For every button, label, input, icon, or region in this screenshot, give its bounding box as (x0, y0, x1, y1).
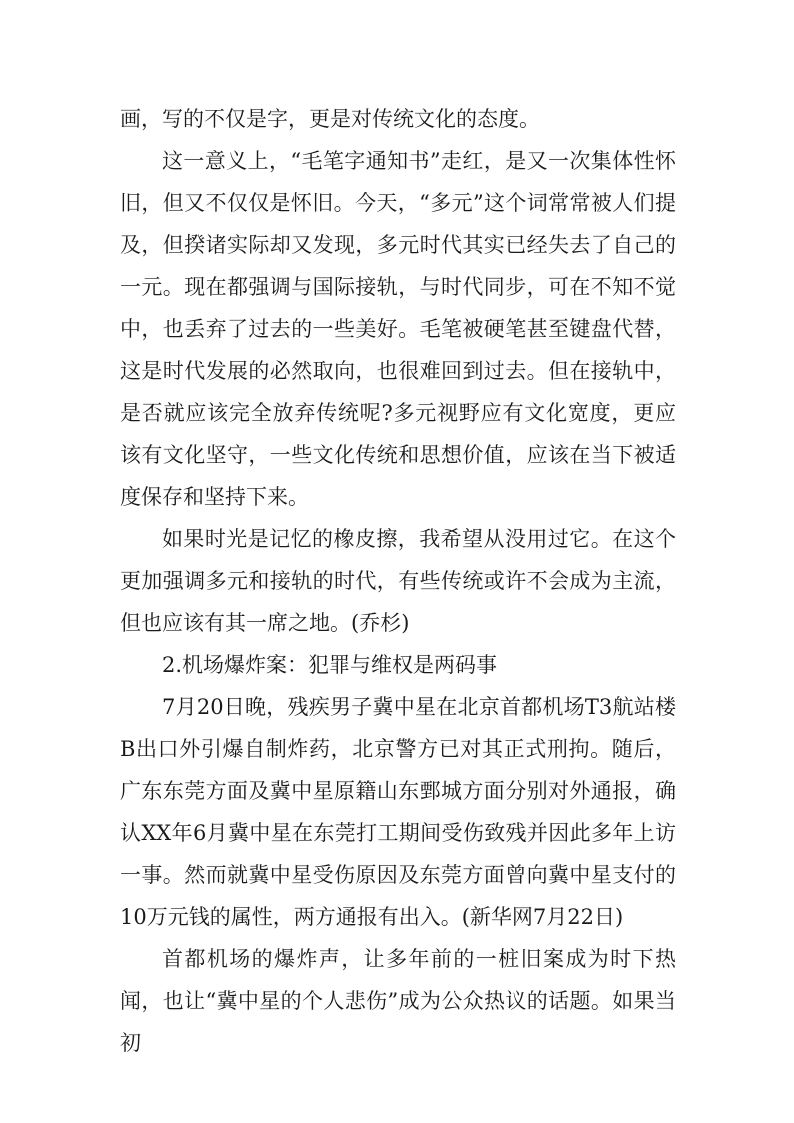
paragraph-memory-eraser: 如果时光是记忆的橡皮擦，我希望从没用过它。在这个更加强调多元和接轨的时代，有些传统或许不会成为主流，但也应该有其一席之地。(乔杉) (120, 527, 676, 635)
document-body (120, 98, 676, 1064)
paragraph-news-report: 7月20日晚，残疾男子冀中星在北京首都机场T3航站楼B出口外引爆自制炸药，北京警方已对其正式刑拘。随后，广东东莞方面及冀中星原籍山东鄄城方面分别对外通报，确认XX年6月冀中星在东莞打工期间受伤致残并因此多年上访一事。然而就冀中星受伤原因及东莞方面曾向冀中星支付的10万元钱的属性，两方通报有出入。(新华网7月22日) (120, 695, 676, 929)
paragraph-continuation: 画，写的不仅是字，更是对传统文化的态度。 (120, 107, 540, 131)
paragraph-collective-nostalgia: 这一意义上，“毛笔字通知书”走红，是又一次集体性怀旧，但又不仅仅是怀旧。今天，“多元”这个词常常被人们提及，但揆诸实际却又发现，多元时代其实已经失去了自己的一元。现在都强调与国际接轨，与时代同步，可在不知不觉中，也丢弃了过去的一些美好。毛笔被硬笔甚至键盘代替，这是时代发展的必然取向，也很难回到过去。但在接轨中，是否就应该完全放弃传统呢?多元视野应有文化宽度，更应该有文化坚守，一些文化传统和思想价值，应该在当下被适度保存和坚持下来。 (120, 149, 676, 509)
section-heading-airport-bombing: 2.机场爆炸案：犯罪与维权是两码事 (162, 653, 498, 677)
paragraph-commentary-start: 首都机场的爆炸声，让多年前的一桩旧案成为时下热闻，也让“冀中星的个人悲伤”成为公众热议的话题。如果当初 (120, 947, 676, 1055)
